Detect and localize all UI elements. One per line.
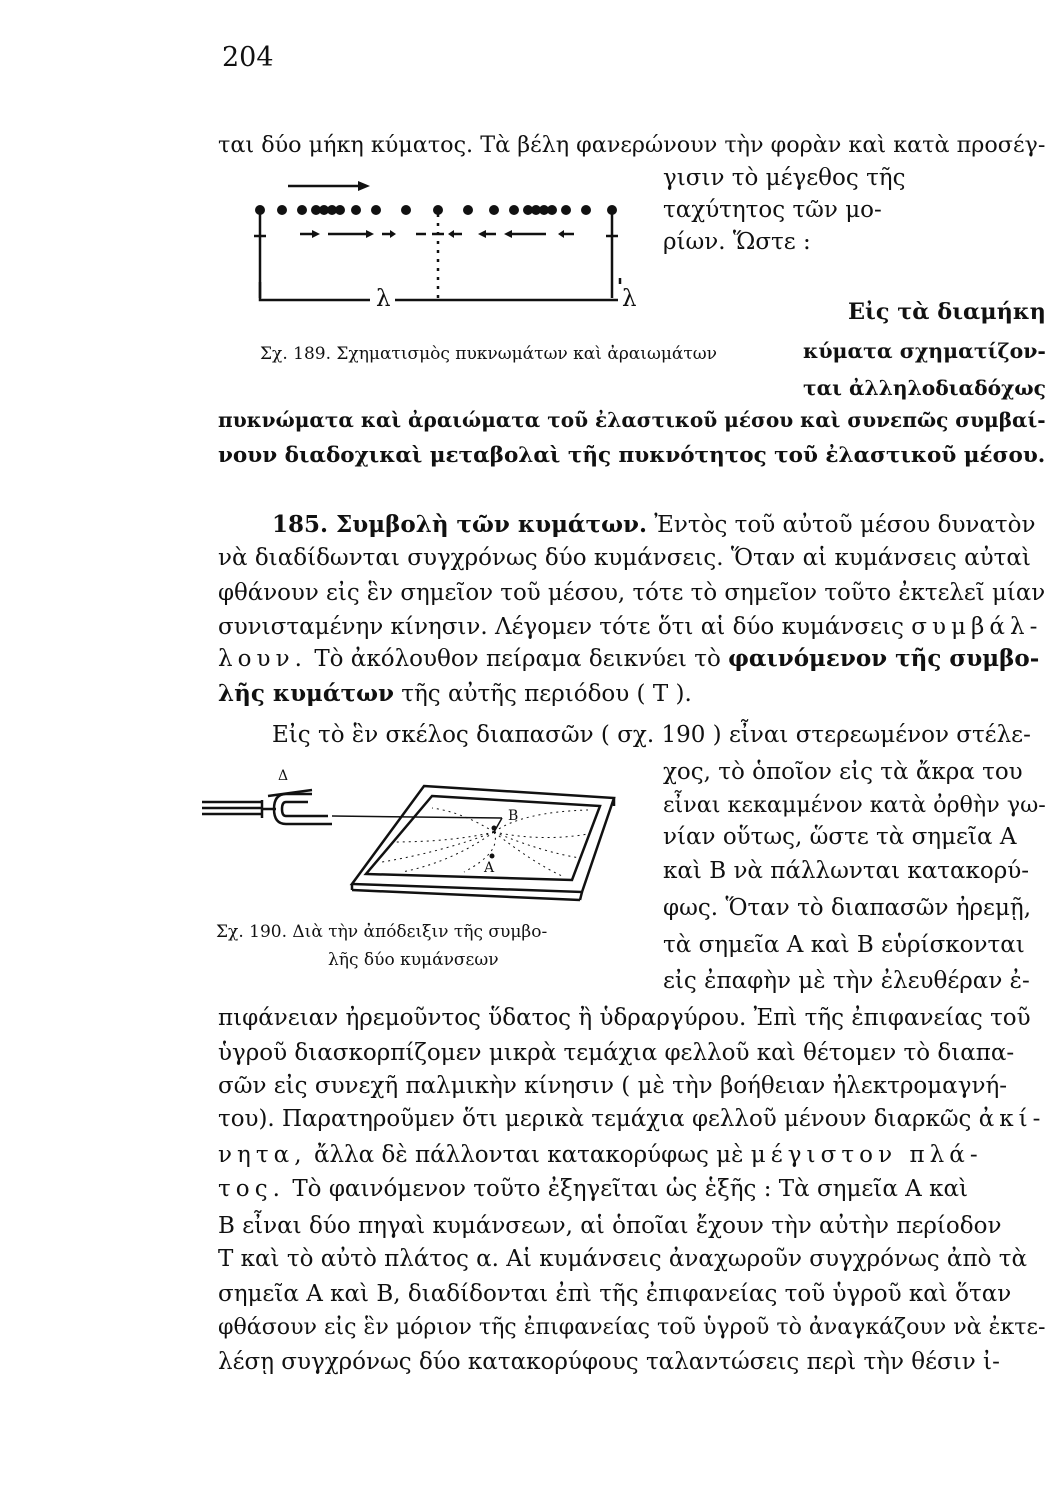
water-tray	[352, 786, 614, 900]
section-185-line-15: Τ καὶ τὸ αὐτὸ πλάτος α. Αἱ κυμάνσεις ἀναχωροῦν συγχρόνως ἀπὸ τὰ	[218, 1246, 1027, 1272]
section-185-line-5-rest: Τὸ ἀκόλουθον πείραμα δεικνύει τὸ	[314, 646, 721, 672]
lambda-label-1: λ	[372, 284, 395, 314]
page-number: 204	[222, 42, 274, 73]
lambda-label-2: λ	[618, 284, 641, 314]
section-185-wrap-3: νίαν οὕτως, ὥστε τὰ σημεῖα Α	[663, 824, 1017, 850]
point-a	[490, 854, 495, 859]
section-185-line-1	[272, 510, 1036, 540]
section-185-wrap-4: καὶ Β νὰ πάλλωνται κατακορύ-	[663, 858, 1030, 884]
section-185-line-9: ὑγροῦ διασκορπίζομεν μικρὰ τεμάχια φελλοῦ καὶ θέτομεν τὸ διαπα-	[218, 1040, 1015, 1066]
section-185-line-13-spaced: τος.	[218, 1176, 286, 1202]
velocity-arrows	[254, 214, 618, 298]
section-185-line-1-rest: Ἐντὸς τοῦ αὐτοῦ μέσου δυνατὸν	[654, 512, 1036, 538]
section-185-line-12	[218, 1140, 983, 1170]
intro-wrap-3: ρίων. Ὥστε :	[663, 229, 811, 255]
section-185-wrap-1: χος, τὸ ὁποῖον εἰς τὰ ἄκρα του	[663, 759, 1023, 785]
section-185-line-2: νὰ διαδίδωνται συγχρόνως δύο κυμάνσεις. Ὅταν αἱ κυμάνσεις αὐταὶ	[218, 545, 1031, 571]
section-185-line-6-rest: τῆς αὐτῆς περιόδου ( Τ ).	[401, 681, 692, 707]
intro-line-1: ται δύο μήκη κύματος. Τὰ βέλη φανερώνουν τὴν φορὰν καὶ κατὰ προσέγ-	[218, 132, 1046, 158]
section-185-wrap-5: φως. Ὅταν τὸ διαπασῶν ἠρεμῇ,	[663, 895, 1032, 921]
figure-190-caption-line-1: Σχ. 190. Διὰ τὴν ἀπόδειξιν τῆς συμβο-	[216, 922, 548, 942]
intro-wrap-1: γισιν τὸ μέγεθος τῆς	[663, 165, 906, 191]
section-185-line-18: λέσῃ συγχρόνως δύο κατακορύφους ταλαντώσεις περὶ τὴν θέσιν ἰ-	[218, 1349, 1000, 1375]
section-185-line-3: φθάνουν εἰς ἓν σημεῖον τοῦ μέσου, τότε τὸ σημεῖον τοῦτο ἐκτελεῖ μίαν	[218, 580, 1046, 606]
top-arrow-head	[358, 181, 370, 191]
section-185-line-12-rest: ἄλλα δὲ πάλλονται κατακορύφως μὲ	[313, 1142, 744, 1168]
tuning-fork	[202, 790, 332, 824]
section-185-line-5-bold: φαινόμενον τῆς συμβο-	[728, 645, 1040, 672]
section-185-wrap-2: εἶναι κεκαμμένον κατὰ ὀρθὴν γω-	[663, 792, 1046, 818]
figure-190	[202, 772, 622, 902]
section-185-line-5	[218, 644, 1039, 674]
figure-190-label-a: Α	[484, 860, 495, 876]
figure-189	[240, 178, 650, 318]
section-185-line-12-spaced: νητα,	[218, 1142, 307, 1168]
conclusion-line-5: νουν διαδοχικαὶ μεταβολαὶ τῆς πυκνότητος τοῦ ἐλαστικοῦ μέσου.	[218, 443, 1046, 468]
section-185-line-11-spaced: ἀκί-	[978, 1106, 1046, 1132]
section-185-line-4	[218, 612, 1042, 642]
figure-190-label-delta: Δ	[278, 768, 289, 784]
conclusion-wrap-3: ται ἀλληλοδιαδόχως	[803, 376, 1046, 400]
section-185-line-8: πιφάνειαν ἠρεμοῦντος ὕδατος ἢ ὑδραργύρου. Ἐπὶ τῆς ἐπιφανείας τοῦ	[218, 1005, 1031, 1031]
section-185-line-14: Β εἶναι δύο πηγαὶ κυμάνσεων, αἱ ὁποῖαι ἔχουν τὴν αὐτὴν περίοδον	[218, 1213, 1002, 1239]
figure-189-caption: Σχ. 189. Σχηματισμὸς πυκνωμάτων καὶ ἀραιωμάτων	[260, 344, 717, 364]
section-185-line-5-spaced: λουν.	[218, 646, 307, 672]
section-185-wrap-7: εἰς ἐπαφὴν μὲ τὴν ἐλευθέραν ἐ-	[663, 968, 1030, 994]
conclusion-line-4: πυκνώματα καὶ ἀραιώματα τοῦ ἐλαστικοῦ μέσου καὶ συνεπῶς συμβαί-	[218, 408, 1046, 432]
section-185-line-11-text: του). Παρατηροῦμεν ὅτι μερικὰ τεμάχια φελλοῦ μένουν διαρκῶς	[218, 1106, 972, 1132]
section-185-line-11	[218, 1104, 1045, 1134]
wavelength-brackets	[260, 278, 620, 300]
section-185-line-13	[218, 1174, 968, 1204]
section-185-line-10: σῶν εἰς συνεχῆ παλμικὴν κίνησιν ( μὲ τὴν βοήθειαν ἠλεκτρομαγνή-	[218, 1073, 1007, 1099]
section-185-line-13-rest: Τὸ φαινόμενον τοῦτο ἐξηγεῖται ὡς ἑξῆς : Τὰ σημεῖα Α καὶ	[292, 1176, 969, 1202]
stem-to-points	[332, 816, 502, 832]
section-185-line-17: φθάσουν εἰς ἓν μόριον τῆς ἐπιφανείας τοῦ ὑγροῦ τὸ ἀναγκάζουν νὰ ἐκτε-	[218, 1314, 1046, 1340]
point-b	[492, 826, 497, 831]
intro-wrap-2: ταχύτητος τῶν μο-	[663, 197, 882, 223]
figure-190-caption-line-2: λῆς δύο κυμάνσεων	[328, 950, 499, 970]
conclusion-wrap-1: Εἰς τὰ διαμήκη	[848, 299, 1046, 325]
section-185-heading: 185. Συμβολὴ τῶν κυμάτων.	[272, 511, 647, 538]
figure-190-label-b: Β	[508, 808, 519, 824]
section-185-line-12-spaced-2: μέγιστον πλά-	[750, 1142, 983, 1168]
section-185-line-6-bold: λῆς κυμάτων	[218, 680, 394, 707]
section-185-line-4-spaced: συμβάλ-	[911, 614, 1043, 640]
section-185-line-6	[218, 679, 692, 709]
particle-dots	[255, 205, 617, 215]
conclusion-wrap-2: κύματα σχηματίζον-	[803, 339, 1046, 363]
section-185-wrap-6: τὰ σημεῖα Α καὶ Β εὑρίσκονται	[663, 932, 1025, 958]
section-185-line-4-text: συνισταμένην κίνησιν. Λέγομεν τότε ὅτι αἱ δύο κυμάνσεις	[218, 614, 904, 640]
section-185-line-16: σημεῖα Α καὶ Β, διαδίδονται ἐπὶ τῆς ἐπιφανείας τοῦ ὑγροῦ καὶ ὅταν	[218, 1281, 1012, 1307]
section-185-line-7: Εἰς τὸ ἓν σκέλος διαπασῶν ( σχ. 190 ) εἶναι στερεωμένον στέλε-	[272, 722, 1031, 748]
